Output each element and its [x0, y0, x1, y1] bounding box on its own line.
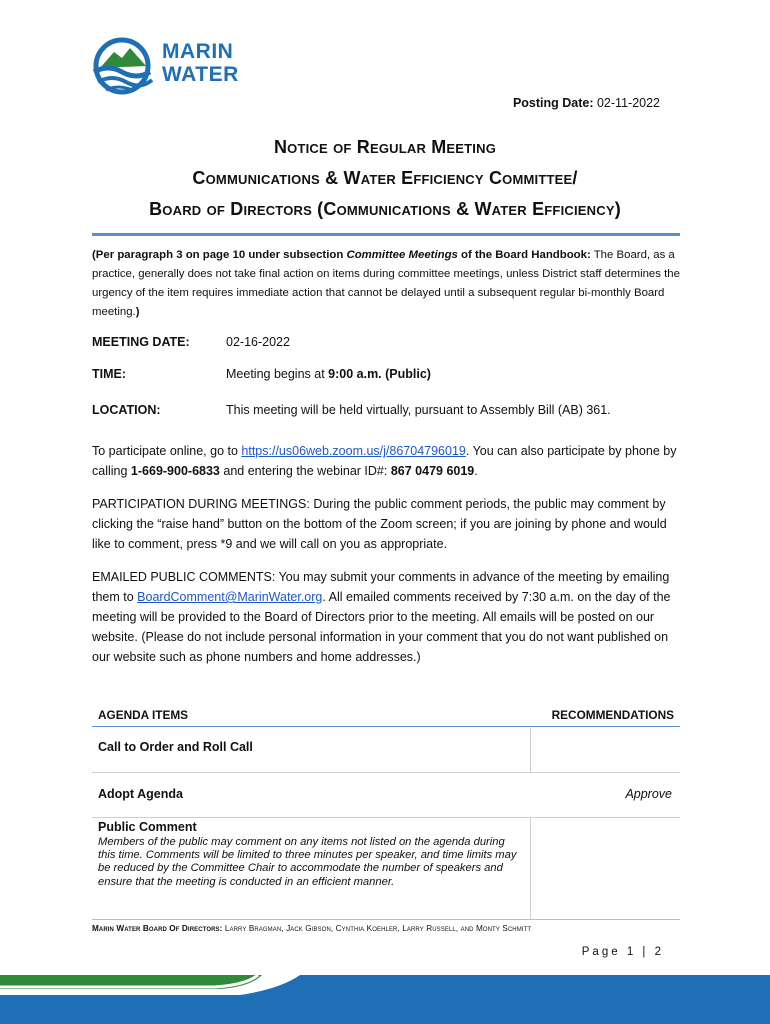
meeting-location-label: LOCATION:	[92, 403, 161, 417]
title-line-2: Communications & Water Efficiency Committee/	[192, 168, 578, 188]
handbook-note	[92, 246, 682, 322]
agenda-row	[92, 773, 680, 818]
footer-wave-graphic	[0, 975, 770, 1024]
title-divider	[92, 233, 680, 236]
participation-text: During the public comment periods, the public may comment by clicking the “raise hand” button on the bottom of the Zoom screen; if you are joining by phone and would like to comment, press *9 and we will call on you as appropriate.	[92, 497, 667, 551]
handbook-note-body: The Board, as a practice, generally does not take final action on items during committee meetings, unless District staff determines the urgency of the item requires immediate action that cannot be delayed until a subsequent regular bi-monthly Board meeting.	[92, 249, 680, 318]
document-title	[60, 132, 710, 225]
agenda-row	[92, 728, 680, 773]
zoom-link[interactable]: https://us06web.zoom.us/j/86704796019	[241, 444, 466, 458]
participate-text-3: and entering the webinar ID#:	[219, 464, 391, 478]
board-members: Larry Bragman, Jack Gibson, Cynthia Koehler, Larry Russell, and Monty Schmitt	[222, 924, 532, 933]
page-number: Page 1 | 2	[581, 946, 664, 958]
posting-date-label: Posting Date:	[512, 96, 594, 110]
title-line-1: Notice of Regular Meeting	[273, 137, 497, 157]
meeting-date-value: 02-16-2022	[226, 335, 290, 349]
meeting-time-value: 9:00 a.m. (Public)	[328, 367, 431, 381]
meeting-location-row	[92, 403, 682, 423]
handbook-note-close: )	[135, 306, 140, 318]
agenda-table-header	[92, 706, 680, 727]
participate-text-2: . You can also participate by phone by calling	[92, 444, 677, 478]
meeting-date-row	[92, 335, 682, 355]
meeting-time-row	[92, 367, 682, 387]
participate-text-1: To participate online, go to	[92, 444, 242, 458]
phone-number: 1-669-900-6833	[130, 464, 220, 478]
participate-text-4: .	[474, 464, 478, 478]
emailed-text-2: . All emailed comments received by 7:30 a.m. on the day of the meeting will be provided to the Board of Directors prior to the meeting. All emails will be posted on our website. (Please do not include personal information in your comment that you do not want published on our website such as phone numbers and home addresses.)	[92, 590, 671, 664]
meeting-location-value: This meeting will be held virtually, pursuant to Assembly Bill (AB) 361.	[226, 403, 611, 417]
recommendations-header: RECOMMENDATIONS	[551, 708, 674, 722]
title-line-3: Board of Directors (Communications & Water Efficiency)	[149, 199, 621, 219]
board-label: Marin Water Board Of Directors:	[92, 924, 223, 933]
agenda-item-title: Adopt Agenda	[98, 787, 183, 801]
webinar-id: 867 0479 6019	[390, 464, 475, 478]
agenda-item-title: Call to Order and Roll Call	[98, 740, 253, 754]
emailed-comments	[92, 567, 682, 667]
handbook-note-term: Committee Meetings	[346, 249, 458, 261]
handbook-note-prefix: (Per paragraph 3 on page 10 under subsection	[92, 249, 347, 261]
agenda-items-header: AGENDA ITEMS	[98, 708, 189, 722]
footer-divider	[92, 919, 680, 920]
agenda-item-recommendation: Approve	[625, 787, 672, 801]
board-comment-email-link[interactable]: BoardComment@MarinWater.org	[137, 590, 323, 604]
agenda-table	[92, 728, 680, 920]
agenda-row	[92, 818, 680, 920]
board-of-directors	[92, 924, 692, 933]
marin-water-logo	[88, 36, 248, 98]
emailed-text-1: EMAILED PUBLIC COMMENTS: You may submit your comments in advance of the meeting by emailing them to	[92, 570, 670, 604]
participation-instructions	[92, 494, 682, 554]
participation-label: PARTICIPATION DURING MEETINGS:	[92, 497, 310, 511]
meeting-date-label: MEETING DATE:	[92, 335, 190, 349]
agenda-item-title: Public Comment	[98, 820, 197, 834]
agenda-item-description: Members of the public may comment on any items not listed on the agenda during this time. Comments will be limited to three minutes per speaker, and time limits may be reduced by the Committee Chair to accommodate the number of speakers and ensure that the meeting is conducted in an efficient manner.	[98, 836, 517, 888]
agenda-recommendation-cell	[530, 728, 680, 772]
logo-text-marin: MARIN	[162, 40, 234, 63]
logo-text-water: WATER	[162, 63, 239, 86]
meeting-time-label: TIME:	[92, 367, 127, 381]
posting-date	[513, 96, 660, 110]
posting-date-value: 02-11-2022	[596, 96, 660, 110]
agenda-recommendation-cell	[530, 818, 680, 920]
handbook-note-mid: of the Board Handbook:	[457, 249, 591, 261]
meeting-time-prefix: Meeting begins at	[226, 367, 329, 381]
participate-online	[92, 441, 682, 481]
logo-mark-icon	[88, 36, 158, 98]
